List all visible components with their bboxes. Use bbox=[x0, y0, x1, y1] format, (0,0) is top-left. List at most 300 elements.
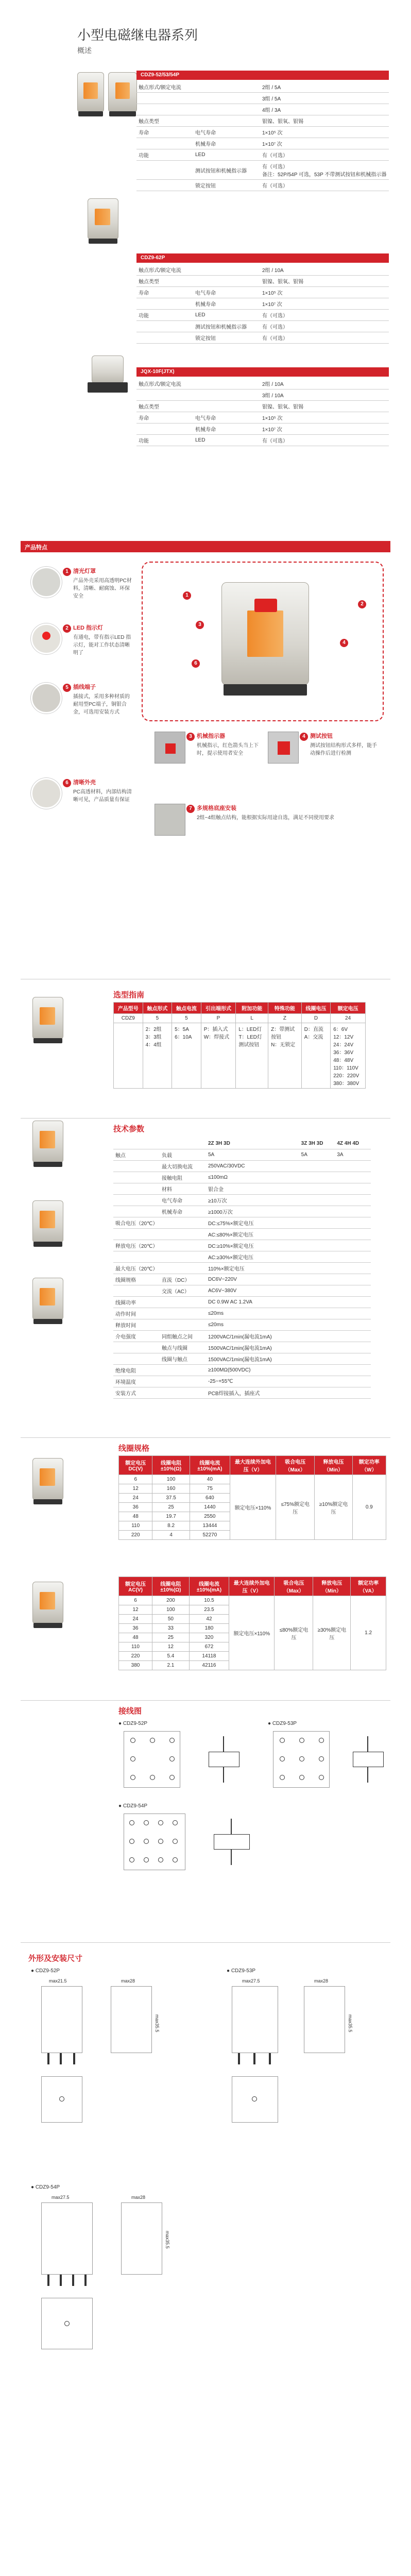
tech-value bbox=[299, 1217, 335, 1228]
product-table-1 bbox=[136, 81, 389, 191]
coil-merged-cell: ≤80%额定电压 bbox=[275, 1596, 313, 1670]
product-row-label: 机械寿命 bbox=[193, 138, 260, 149]
feature-1-image bbox=[31, 567, 62, 598]
coil-merged-cell: ≥10%额定电压 bbox=[315, 1475, 352, 1540]
product-row-value: 有（可选） bbox=[260, 310, 389, 321]
coil-cell: 6 bbox=[119, 1596, 152, 1605]
tech-value bbox=[335, 1262, 371, 1274]
tech-value bbox=[335, 1251, 371, 1262]
coil-cell: 200 bbox=[152, 1596, 190, 1605]
tech-row bbox=[113, 1160, 371, 1172]
tech-value bbox=[299, 1308, 335, 1319]
wiring-52p-schematic bbox=[198, 1731, 250, 1788]
coil-cell: 110 bbox=[119, 1642, 152, 1652]
selection-cell: 5 bbox=[172, 1014, 201, 1023]
product-row-group: 功能 bbox=[136, 149, 193, 161]
tech-group bbox=[113, 1342, 160, 1353]
coil-cell: 12 bbox=[119, 1484, 152, 1494]
tech-value bbox=[299, 1172, 335, 1183]
feature-7-image bbox=[155, 804, 185, 836]
product-row-group bbox=[136, 321, 193, 332]
tech-row bbox=[113, 1240, 371, 1251]
coil-row bbox=[119, 1475, 386, 1484]
tech-value: ≤20ms bbox=[206, 1319, 299, 1330]
coil-cell: 19.7 bbox=[152, 1512, 190, 1521]
feature-4-text: 测试按钮结构形式多样，能手动操作后进行检测 bbox=[310, 743, 377, 756]
product-row-label: 测试按钮和机械指示器 bbox=[193, 161, 260, 180]
tech-row bbox=[113, 1353, 371, 1364]
product-row bbox=[136, 389, 389, 401]
coil-cell: 23.5 bbox=[189, 1605, 229, 1615]
coil-cell: 12 bbox=[119, 1605, 152, 1615]
selection-title: 选型指南 bbox=[113, 991, 145, 999]
tech-value: 250VAC/30VDC bbox=[206, 1160, 299, 1172]
product-row-group: 触点形式/额定电流 bbox=[136, 378, 193, 389]
tech-row bbox=[113, 1262, 371, 1274]
tech-value bbox=[335, 1206, 371, 1217]
coil-cell: 13444 bbox=[190, 1521, 230, 1531]
coil-header: 额定功率（VA） bbox=[351, 1577, 386, 1596]
product-row bbox=[136, 378, 389, 389]
coil-header: 吸合电压（Max） bbox=[276, 1456, 315, 1475]
coil-cell: 1440 bbox=[190, 1503, 230, 1512]
product-row-label bbox=[193, 276, 260, 287]
product-table-3 bbox=[136, 378, 389, 446]
selection-cell: Z bbox=[268, 1014, 302, 1023]
product-row-value: 有（可选） bbox=[260, 180, 389, 191]
tech-value bbox=[335, 1330, 371, 1342]
selection-table bbox=[113, 1002, 366, 1089]
tech-value bbox=[299, 1251, 335, 1262]
tech-value bbox=[299, 1330, 335, 1342]
feature-4-image bbox=[268, 732, 299, 764]
tech-value bbox=[335, 1376, 371, 1387]
product-row bbox=[136, 276, 389, 287]
product-row-group bbox=[136, 138, 193, 149]
product-row bbox=[136, 127, 389, 138]
product-row-label: LED bbox=[193, 435, 260, 446]
dims-53p-front bbox=[232, 1986, 278, 2053]
tech-value: AC:≥30%×额定电压 bbox=[206, 1251, 299, 1262]
tech-group bbox=[113, 1206, 160, 1217]
tech-value bbox=[299, 1296, 335, 1308]
product-row-group bbox=[136, 332, 193, 344]
coil-cell: 36 bbox=[119, 1624, 152, 1633]
tech-row bbox=[113, 1251, 371, 1262]
wiring-label-52p: ● CDZ9-52P bbox=[118, 1721, 148, 1726]
dims-label-52p-text: CDZ9-52P bbox=[35, 1968, 60, 1974]
feature-6-image bbox=[31, 778, 62, 809]
dims-54p-depth: max28 bbox=[131, 2195, 146, 2200]
tech-value: ≤20ms bbox=[206, 1308, 299, 1319]
tech-image-3 bbox=[28, 1278, 75, 1334]
tech-row bbox=[113, 1308, 371, 1319]
coil-cell: 100 bbox=[152, 1475, 190, 1484]
dims-54p-height: max35.5 bbox=[165, 2231, 170, 2249]
coil-cell: 160 bbox=[152, 1484, 190, 1494]
tech-row bbox=[113, 1319, 371, 1330]
coil-cell: 8.2 bbox=[152, 1521, 190, 1531]
coil-cell: 220 bbox=[119, 1652, 152, 1661]
tech-group bbox=[113, 1194, 160, 1206]
tech-label: 交流（AC） bbox=[160, 1285, 206, 1296]
product-row-label bbox=[193, 93, 260, 104]
product-row-group: 寿命 bbox=[136, 287, 193, 298]
product-row-value: 3组 / 5A bbox=[260, 93, 389, 104]
coil-cell: 25 bbox=[152, 1633, 190, 1642]
tech-label bbox=[160, 1376, 206, 1387]
coil-cell: 42 bbox=[189, 1615, 229, 1624]
feature-3-badge: 3 bbox=[186, 733, 195, 741]
wiring-52p-board bbox=[124, 1731, 180, 1788]
tech-value bbox=[335, 1172, 371, 1183]
product-row-label bbox=[193, 104, 260, 115]
feature-2-title: LED 指示灯 bbox=[73, 625, 104, 631]
tech-value: 5A bbox=[206, 1149, 299, 1160]
wiring-label-53p: ● CDZ9-53P bbox=[268, 1721, 297, 1726]
tech-value: AC:≤80%×额定电压 bbox=[206, 1228, 299, 1240]
tech-value: 1500VAC/1min(漏电流1mA) bbox=[206, 1342, 299, 1353]
tech-group: 绝缘电阻 bbox=[113, 1364, 160, 1376]
dims-52p-front bbox=[41, 1986, 82, 2053]
feature-7-title: 多规格底座安装 bbox=[197, 805, 236, 811]
tech-label: 直流（DC） bbox=[160, 1274, 206, 1285]
tech-value bbox=[299, 1183, 335, 1194]
product-row-value: 有（可选） bbox=[260, 332, 389, 344]
tech-group bbox=[113, 1183, 160, 1194]
product-row-value: 1×10⁵ 次 bbox=[260, 412, 389, 423]
selection-option: 6：6V 12：12V 24：24V 36：36V 48：48V 110：110V 220：220V 380：380V bbox=[331, 1023, 366, 1089]
product-row bbox=[136, 161, 389, 180]
coil-header: 线圈电流 ±10%(mA) bbox=[189, 1577, 229, 1596]
tech-label bbox=[160, 1364, 206, 1376]
product-row-value: 2组 / 10A bbox=[260, 378, 389, 389]
tech-value bbox=[335, 1319, 371, 1330]
feature-center-relay bbox=[216, 582, 314, 701]
tech-group: 线圈功率 bbox=[113, 1296, 160, 1308]
tech-value: ≥1000万次 bbox=[206, 1206, 299, 1217]
coil-cell: 14118 bbox=[189, 1652, 229, 1661]
coil-cell: 110 bbox=[119, 1521, 152, 1531]
tech-value: DC 0.9W AC 1.2VA bbox=[206, 1296, 299, 1308]
feature-3-image bbox=[155, 732, 185, 764]
product-row bbox=[136, 138, 389, 149]
product-row-group bbox=[136, 104, 193, 115]
coil-cell: 100 bbox=[152, 1605, 190, 1615]
tech-value bbox=[299, 1160, 335, 1172]
tech-label: 电气寿命 bbox=[160, 1194, 206, 1206]
product-image-2 bbox=[88, 198, 124, 250]
tech-value: 1200VAC/1min(漏电流1mA) bbox=[206, 1330, 299, 1342]
coil-cell: 640 bbox=[190, 1494, 230, 1503]
product-row bbox=[136, 401, 389, 412]
wiring-label-52p-text: CDZ9-52P bbox=[123, 1721, 148, 1726]
product-row-value: 2组 / 10A bbox=[260, 264, 389, 276]
coil-cell: 25 bbox=[152, 1503, 190, 1512]
tech-value: DC:≥10%×额定电压 bbox=[206, 1240, 299, 1251]
feature-3-text: 机械指示，红色箭头当上下时，提示使用者安全 bbox=[197, 743, 259, 756]
dims-52p-height: max35.5 bbox=[155, 2014, 160, 2032]
feature-3 bbox=[155, 732, 263, 793]
product-row bbox=[136, 149, 389, 161]
product-row-group: 触点形式/额定电流 bbox=[136, 264, 193, 276]
selection-header: 额定电压 bbox=[331, 1003, 366, 1014]
selection-option: P：插入式 W：焊接式 bbox=[201, 1023, 236, 1089]
tech-value: 1500VAC/1min(漏电流1mA) bbox=[206, 1353, 299, 1364]
tech-value bbox=[335, 1353, 371, 1364]
feature-5-image bbox=[31, 683, 62, 714]
coil-merged-cell: 额定电压×110% bbox=[229, 1596, 275, 1670]
feature-1-title: 清光灯罩 bbox=[73, 568, 96, 574]
coil-dc-table bbox=[118, 1455, 386, 1540]
tech-value: DC:≤75%×额定电压 bbox=[206, 1217, 299, 1228]
tech-value bbox=[299, 1206, 335, 1217]
tech-row bbox=[113, 1364, 371, 1376]
selection-image bbox=[28, 997, 75, 1054]
product-row-label: 电气寿命 bbox=[193, 127, 260, 138]
tech-value bbox=[299, 1376, 335, 1387]
product-row-value: 2组 / 5A bbox=[260, 81, 389, 93]
tech-value: ≥10万次 bbox=[206, 1194, 299, 1206]
tech-row bbox=[113, 1206, 371, 1217]
tech-group bbox=[113, 1160, 160, 1172]
dims-52p-width: max21.5 bbox=[49, 1978, 67, 1984]
product-row-label bbox=[193, 401, 260, 412]
feature-7 bbox=[155, 804, 381, 845]
selection-cell: 5 bbox=[143, 1014, 172, 1023]
product-row-value: 银镍、银氧、银锡 bbox=[260, 401, 389, 412]
selection-cell: P bbox=[201, 1014, 236, 1023]
tech-label: 触点与线圈 bbox=[160, 1342, 206, 1353]
selection-header: 触点形式 bbox=[143, 1003, 172, 1014]
tech-row bbox=[113, 1183, 371, 1194]
tech-value bbox=[335, 1160, 371, 1172]
tech-value bbox=[299, 1387, 335, 1398]
tech-header: 2Z 3H 3D bbox=[206, 1139, 299, 1149]
product-table-2 bbox=[136, 264, 389, 344]
dims-53p-width: max27.5 bbox=[242, 1978, 260, 1984]
tech-value bbox=[299, 1274, 335, 1285]
product-row bbox=[136, 93, 389, 104]
product-row-group: 功能 bbox=[136, 310, 193, 321]
section-divider-5 bbox=[21, 1942, 390, 1943]
product-row-value: 银镍、银氧、银锡 bbox=[260, 276, 389, 287]
coil-cell: 672 bbox=[189, 1642, 229, 1652]
wiring-label-53p-text: CDZ9-53P bbox=[272, 1721, 297, 1726]
tech-value bbox=[299, 1228, 335, 1240]
product-row-value: 1×10⁷ 次 bbox=[260, 423, 389, 435]
dims-label-53p: ● CDZ9-53P bbox=[227, 1968, 256, 1974]
coil-cell: 75 bbox=[190, 1484, 230, 1494]
dims-53p-side bbox=[304, 1986, 345, 2053]
feature-7-text: 2组~4组触点结构，能根据实际用途自选，满足不同使用要求 bbox=[197, 815, 334, 821]
wiring-54p-board bbox=[124, 1814, 185, 1870]
selection-header: 附加功能 bbox=[236, 1003, 268, 1014]
selection-header: 触点电流 bbox=[172, 1003, 201, 1014]
tech-value: AC6V~380V bbox=[206, 1285, 299, 1296]
tech-row bbox=[113, 1330, 371, 1342]
feature-5-text: 插接式，采用多种材质的耐用型PC端子，铜银合金，可选用安装方式 bbox=[73, 694, 130, 715]
coil-header: 最大连续外加电压（V） bbox=[230, 1456, 276, 1475]
coil-image-2 bbox=[28, 1582, 75, 1638]
page-subtitle: 概述 bbox=[77, 46, 92, 55]
coil-merged-cell: 1.2 bbox=[351, 1596, 386, 1670]
coil-merged-cell: ≤75%额定电压 bbox=[276, 1475, 315, 1540]
coil-cell: 2550 bbox=[190, 1512, 230, 1521]
product-row-label: LED bbox=[193, 310, 260, 321]
selection-header: 引出端形式 bbox=[201, 1003, 236, 1014]
tech-header bbox=[113, 1139, 160, 1149]
dims-label-54p: ● CDZ9-54P bbox=[31, 2184, 60, 2190]
tech-value: ≤100mΩ bbox=[206, 1172, 299, 1183]
tech-group bbox=[113, 1172, 160, 1183]
product-row-group bbox=[136, 298, 193, 310]
tech-title: 技术参数 bbox=[113, 1125, 145, 1133]
coil-cell: 36 bbox=[119, 1503, 152, 1512]
tech-value bbox=[335, 1296, 371, 1308]
wiring-title: 接线图 bbox=[118, 1707, 142, 1716]
dims-54p-front bbox=[41, 2202, 93, 2275]
coil-cell: 320 bbox=[189, 1633, 229, 1642]
coil-header: 线圈电阻 ±10%(Ω) bbox=[152, 1577, 190, 1596]
tech-value bbox=[299, 1194, 335, 1206]
feature-7-badge: 7 bbox=[186, 805, 195, 813]
coil-cell: 50 bbox=[152, 1615, 190, 1624]
coil-cell: 24 bbox=[119, 1494, 152, 1503]
feature-6-text: PC高透材料，内部结构清晰可见，产品质量有保证 bbox=[73, 789, 132, 803]
tech-value bbox=[335, 1308, 371, 1319]
product-row-value: 有（可选） bbox=[260, 149, 389, 161]
dims-53p-bottom bbox=[232, 2076, 278, 2123]
tech-label bbox=[160, 1262, 206, 1274]
product-row bbox=[136, 321, 389, 332]
product-row-group bbox=[136, 161, 193, 180]
tech-row bbox=[113, 1217, 371, 1228]
product-row-label: 机械寿命 bbox=[193, 298, 260, 310]
product-row-label: LED bbox=[193, 149, 260, 161]
coil-header: 额定电压 AC(V) bbox=[119, 1577, 152, 1596]
product-bar-3: JQX-10F(JTX) bbox=[136, 367, 389, 377]
coil-cell: 48 bbox=[119, 1633, 152, 1642]
tech-label: 线圈与触点 bbox=[160, 1353, 206, 1364]
feature-6-badge: 6 bbox=[63, 779, 71, 787]
product-image-1 bbox=[77, 72, 139, 134]
tech-value bbox=[299, 1353, 335, 1364]
tech-table bbox=[113, 1139, 371, 1399]
tech-group: 安装方式 bbox=[113, 1387, 160, 1398]
product-row bbox=[136, 81, 389, 93]
selection-option bbox=[114, 1023, 143, 1089]
dims-54p-side bbox=[121, 2202, 162, 2275]
tech-group bbox=[113, 1285, 160, 1296]
product-row-value: 1×10⁵ 次 bbox=[260, 127, 389, 138]
tech-group: 介电强度 bbox=[113, 1330, 160, 1342]
feature-5-badge: 5 bbox=[63, 684, 71, 692]
coil-cell: 380 bbox=[119, 1661, 152, 1670]
tech-header bbox=[160, 1139, 206, 1149]
coil-cell: 5.4 bbox=[152, 1652, 190, 1661]
center-callout-4: 4 bbox=[340, 639, 348, 647]
dims-54p-width: max27.5 bbox=[52, 2195, 70, 2200]
tech-value bbox=[335, 1274, 371, 1285]
tech-row bbox=[113, 1376, 371, 1387]
selection-cell: 24 bbox=[331, 1014, 366, 1023]
product-row bbox=[136, 412, 389, 423]
tech-group: 释放电压（20℃） bbox=[113, 1240, 160, 1251]
tech-group: 触点 bbox=[113, 1149, 160, 1160]
center-callout-3: 3 bbox=[196, 621, 204, 629]
coil-cell: 52270 bbox=[190, 1531, 230, 1540]
product-row bbox=[136, 115, 389, 127]
tech-value bbox=[335, 1228, 371, 1240]
product-row-label: 电气寿命 bbox=[193, 412, 260, 423]
tech-label: 材料 bbox=[160, 1183, 206, 1194]
tech-label: 同组触点之间 bbox=[160, 1330, 206, 1342]
tech-group bbox=[113, 1353, 160, 1364]
feature-2-text: 有通电，带有指示LED 指示灯，能对工作状态清晰明了 bbox=[73, 635, 131, 656]
product-row-label bbox=[193, 264, 260, 276]
coil-header: 线圈电流 ±10%(mA) bbox=[190, 1456, 230, 1475]
coil-cell: 180 bbox=[189, 1624, 229, 1633]
dims-52p-pins bbox=[45, 2053, 78, 2065]
dims-label-54p-text: CDZ9-54P bbox=[35, 2184, 60, 2190]
tech-group: 释放时间 bbox=[113, 1319, 160, 1330]
tech-label bbox=[160, 1240, 206, 1251]
product-row bbox=[136, 310, 389, 321]
dims-53p-depth: max28 bbox=[314, 1978, 329, 1984]
tech-label: 最大切换电流 bbox=[160, 1160, 206, 1172]
tech-row bbox=[113, 1274, 371, 1285]
product-row-value: 银镍、银氧、银锡 bbox=[260, 115, 389, 127]
wiring-53p-schematic bbox=[342, 1731, 394, 1788]
center-callout-1: 1 bbox=[183, 591, 191, 600]
page-title: 小型电磁继电器系列 bbox=[77, 27, 198, 43]
product-row bbox=[136, 104, 389, 115]
product-row-group: 触点形式/额定电流 bbox=[136, 81, 193, 93]
tech-header: 4Z 4H 4D bbox=[335, 1139, 371, 1149]
product-row-group: 功能 bbox=[136, 435, 193, 446]
tech-row bbox=[113, 1172, 371, 1183]
tech-group: 动作时间 bbox=[113, 1308, 160, 1319]
selection-cell: CDZ9 bbox=[114, 1014, 143, 1023]
wiring-53p-board bbox=[273, 1731, 330, 1788]
tech-value bbox=[299, 1240, 335, 1251]
dims-label-53p-text: CDZ9-53P bbox=[231, 1968, 256, 1974]
selection-header: 线圈电压 bbox=[301, 1003, 331, 1014]
feature-6-title: 清晰外壳 bbox=[73, 779, 96, 786]
tech-header: 3Z 3H 3D bbox=[299, 1139, 335, 1149]
product-row bbox=[136, 332, 389, 344]
wiring-54p-schematic bbox=[203, 1814, 260, 1870]
tech-value: -25~+55℃ bbox=[206, 1376, 299, 1387]
product-row-group: 触点类型 bbox=[136, 276, 193, 287]
tech-value: 110%×额定电压 bbox=[206, 1262, 299, 1274]
tech-label bbox=[160, 1308, 206, 1319]
section-divider-4 bbox=[21, 1700, 390, 1701]
tech-row bbox=[113, 1296, 371, 1308]
tech-image-2 bbox=[28, 1200, 75, 1257]
tech-value bbox=[335, 1183, 371, 1194]
tech-value bbox=[299, 1342, 335, 1353]
tech-group bbox=[113, 1228, 160, 1240]
tech-row bbox=[113, 1228, 371, 1240]
product-row-label: 电气寿命 bbox=[193, 287, 260, 298]
dims-54p-bottom bbox=[41, 2298, 93, 2349]
coil-cell: 48 bbox=[119, 1512, 152, 1521]
coil-cell: 220 bbox=[119, 1531, 152, 1540]
tech-value bbox=[335, 1364, 371, 1376]
wiring-label-54p: ● CDZ9-54P bbox=[118, 1803, 148, 1809]
